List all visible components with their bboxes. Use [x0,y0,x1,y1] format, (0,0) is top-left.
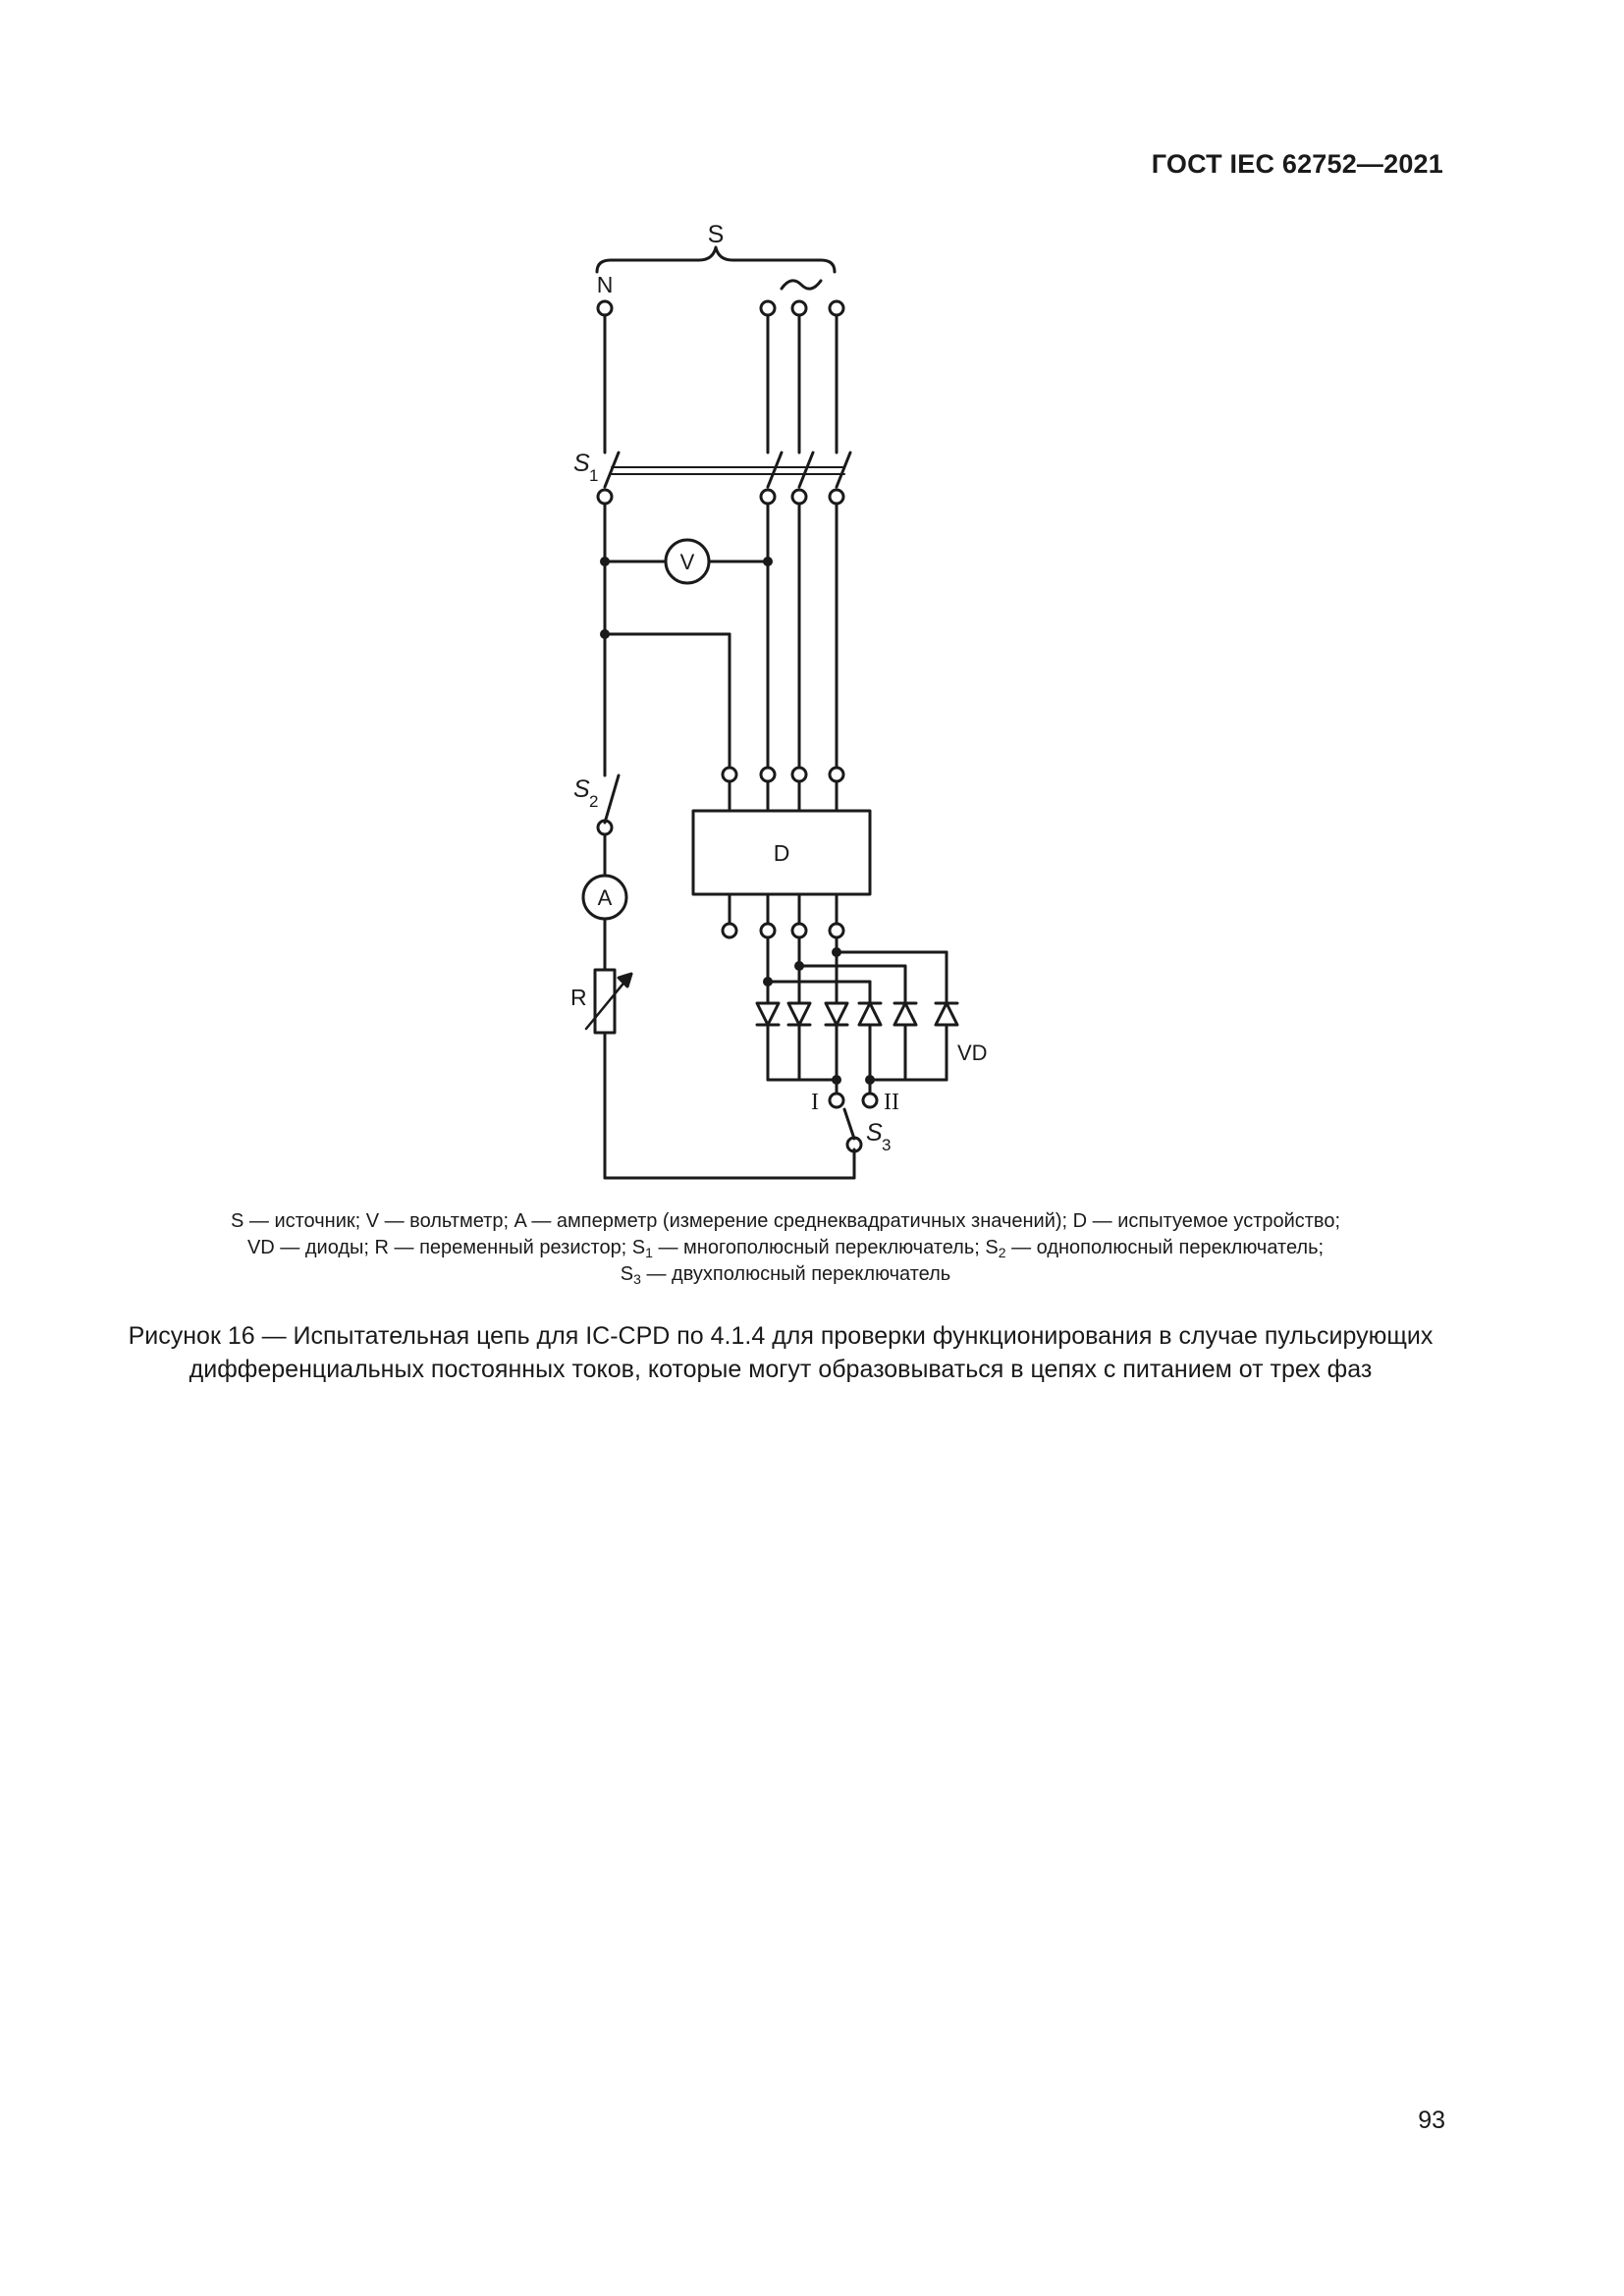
terminal-l3-top [830,301,843,315]
label-s1: S [573,450,590,477]
terminal-n-top [598,301,612,315]
legend-line-3: $S_3$ — двухполюсный переключатель [620,1263,951,1287]
label-device: D [773,840,790,866]
s1-blade-l3 [837,453,850,487]
page-number: 93 [1418,2107,1445,2134]
s1-blade-n [605,453,619,487]
label-source: S [707,221,725,248]
variable-resistor [595,970,615,1033]
label-resistor: R [570,985,587,1010]
s3-blade [844,1109,854,1139]
label-s3-sub: 3 [882,1136,892,1154]
label-ammeter: A [597,885,613,910]
diode-1 [757,1003,779,1025]
legend-line-2: VD — диоды; R — переменный резистор; $S_1$ — многополюсный переключатель; $S_2$ — однополюсный переключатель; [246,1237,1325,1260]
label-s2-sub: 2 [589,792,599,811]
s1-blade-l1 [768,453,782,487]
diode-3 [826,1003,847,1025]
source-brace [597,247,835,272]
label-s2: S [573,775,590,803]
label-pos-1: I [811,1090,819,1115]
label-diodes: VD [957,1041,988,1065]
label-pos-2: II [884,1090,899,1115]
label-s3: S [866,1119,883,1147]
s1-blade-l2 [799,453,813,487]
terminal-l2-top [792,301,806,315]
diode-2 [788,1003,810,1025]
document-header: ГОСТ IEC 62752—2021 [1151,149,1443,179]
label-neutral: N [596,272,614,297]
figure-legend [98,1208,1473,1288]
ac-tilde [782,281,821,289]
diode-5 [894,1003,916,1025]
terminal-l1-top [761,301,775,315]
s2-blade [605,775,619,823]
diode-4 [859,1003,881,1025]
figure-caption [79,1319,1483,1386]
label-s1-sub: 1 [589,466,599,485]
legend-line-1: S — источник; V — вольтметр; A — амперметр (измерение среднеквадратичных значений); D — испытуемое устройство; [230,1210,1341,1232]
caption-line-1: Рисунок 16 — Испытательная цепь для IC-CPD по 4.1.4 для проверки функционирования в случае пульсирующих [128,1322,1434,1350]
caption-line-2: дифференциальных постоянных токов, которые могут образовываться в цепях с питанием от трех фаз [189,1356,1373,1383]
diode-6 [936,1003,957,1025]
label-voltmeter: V [679,550,695,574]
